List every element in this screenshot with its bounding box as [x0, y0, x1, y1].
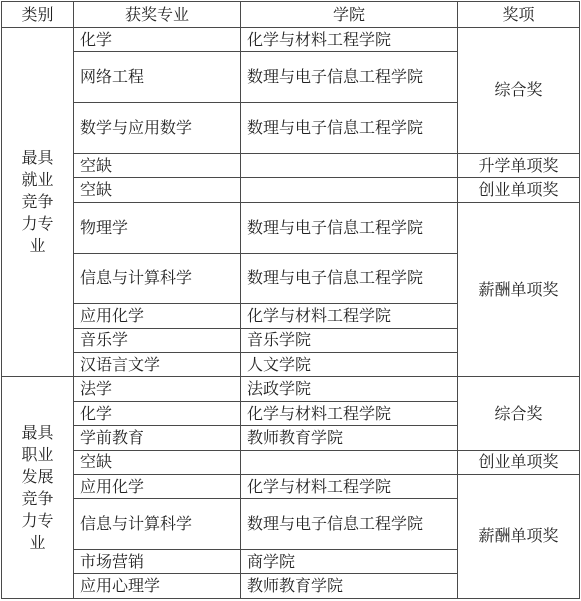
major-cell: 市场营销 — [74, 550, 241, 574]
header-award: 奖项 — [458, 2, 580, 28]
award-cell: 薪酬单项奖 — [458, 474, 580, 598]
college-cell — [241, 178, 458, 202]
major-cell: 空缺 — [74, 153, 241, 177]
header-major: 获奖专业 — [74, 2, 241, 28]
college-cell: 音乐学院 — [241, 328, 458, 352]
major-cell: 信息与计算科学 — [74, 253, 241, 304]
header-row — [2, 2, 580, 28]
major-cell: 化学 — [74, 401, 241, 425]
major-cell: 音乐学 — [74, 328, 241, 352]
college-cell: 化学与材料工程学院 — [241, 28, 458, 52]
major-cell: 学前教育 — [74, 426, 241, 450]
college-cell: 人文学院 — [241, 353, 458, 377]
major-cell: 应用化学 — [74, 304, 241, 328]
header-category: 类别 — [2, 2, 74, 28]
category-cell: 最具职业发展竞争力专业 — [2, 377, 74, 599]
table-row — [2, 450, 580, 474]
college-cell: 数理与电子信息工程学院 — [241, 499, 458, 550]
major-cell: 化学 — [74, 28, 241, 52]
college-cell: 化学与材料工程学院 — [241, 474, 458, 498]
award-cell: 综合奖 — [458, 28, 580, 154]
header-college: 学院 — [241, 2, 458, 28]
award-cell: 综合奖 — [458, 377, 580, 450]
college-cell: 化学与材料工程学院 — [241, 304, 458, 328]
college-cell: 教师教育学院 — [241, 574, 458, 599]
table-row — [2, 28, 580, 52]
award-cell: 创业单项奖 — [458, 450, 580, 474]
college-cell: 商学院 — [241, 550, 458, 574]
college-cell — [241, 153, 458, 177]
major-cell: 空缺 — [74, 178, 241, 202]
college-cell: 数理与电子信息工程学院 — [241, 103, 458, 154]
college-cell: 法政学院 — [241, 377, 458, 401]
major-cell: 应用心理学 — [74, 574, 241, 599]
major-cell: 汉语言文学 — [74, 353, 241, 377]
table-row — [2, 474, 580, 498]
college-cell: 化学与材料工程学院 — [241, 401, 458, 425]
awards-table — [1, 1, 580, 599]
major-cell: 数学与应用数学 — [74, 103, 241, 154]
table-row — [2, 178, 580, 202]
major-cell: 信息与计算科学 — [74, 499, 241, 550]
category-cell: 最具就业竞争力专业 — [2, 28, 74, 377]
major-cell: 网络工程 — [74, 52, 241, 103]
major-cell: 空缺 — [74, 450, 241, 474]
college-cell: 数理与电子信息工程学院 — [241, 253, 458, 304]
college-cell: 教师教育学院 — [241, 426, 458, 450]
major-cell: 应用化学 — [74, 474, 241, 498]
award-cell: 创业单项奖 — [458, 178, 580, 202]
table-row — [2, 202, 580, 253]
college-cell: 数理与电子信息工程学院 — [241, 202, 458, 253]
award-cell: 薪酬单项奖 — [458, 202, 580, 377]
college-cell — [241, 450, 458, 474]
table-row — [2, 377, 580, 401]
award-cell: 升学单项奖 — [458, 153, 580, 177]
major-cell: 法学 — [74, 377, 241, 401]
table-row — [2, 153, 580, 177]
college-cell: 数理与电子信息工程学院 — [241, 52, 458, 103]
major-cell: 物理学 — [74, 202, 241, 253]
